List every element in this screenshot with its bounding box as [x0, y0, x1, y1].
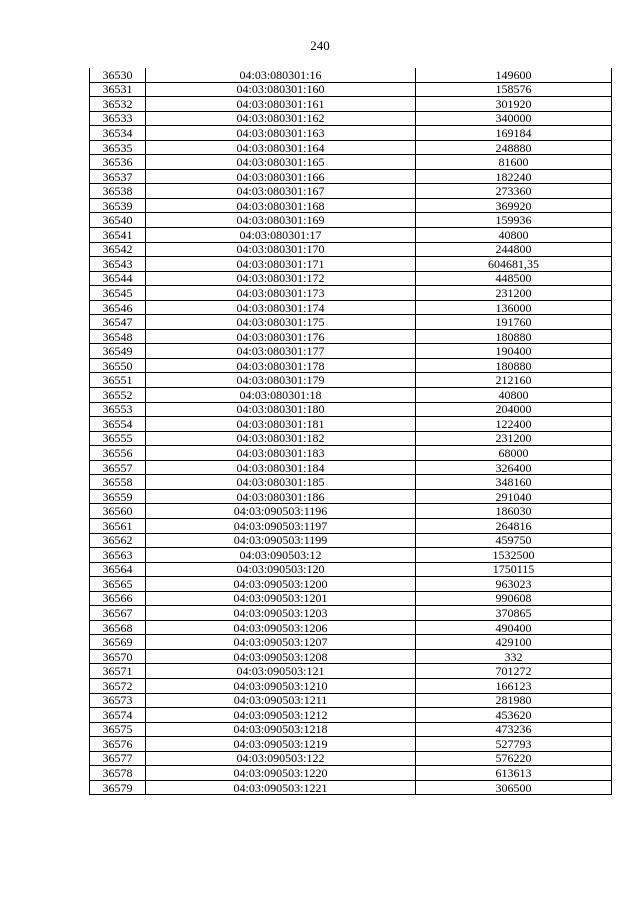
table-row	[90, 431, 612, 446]
row-number-cell: 36536	[90, 155, 146, 170]
table-row	[90, 213, 612, 228]
row-number-cell: 36573	[90, 693, 146, 708]
value-cell: 990608	[416, 591, 612, 606]
page-number: 240	[310, 38, 330, 53]
cadastral-number-cell: 04:03:080301:172	[146, 271, 416, 286]
cadastral-number-cell: 04:03:080301:161	[146, 97, 416, 112]
row-number-cell: 36563	[90, 548, 146, 563]
value-cell: 244800	[416, 242, 612, 257]
value-cell: 576220	[416, 751, 612, 766]
row-number-cell: 36552	[90, 388, 146, 403]
row-number-cell: 36574	[90, 708, 146, 723]
table-row	[90, 460, 612, 475]
table-row	[90, 577, 612, 592]
row-number-cell: 36566	[90, 591, 146, 606]
cadastral-number-cell: 04:03:080301:184	[146, 460, 416, 475]
value-cell: 231200	[416, 286, 612, 301]
value-cell: 1532500	[416, 548, 612, 563]
row-number-cell: 36569	[90, 635, 146, 650]
value-cell: 158576	[416, 82, 612, 97]
row-number-cell: 36539	[90, 198, 146, 213]
value-cell: 301920	[416, 97, 612, 112]
table-row	[90, 388, 612, 403]
row-number-cell: 36558	[90, 475, 146, 490]
table-row	[90, 82, 612, 97]
value-cell: 473236	[416, 722, 612, 737]
table-row	[90, 169, 612, 184]
table-row	[90, 722, 612, 737]
value-cell: 348160	[416, 475, 612, 490]
row-number-cell: 36543	[90, 257, 146, 272]
row-number-cell: 36541	[90, 228, 146, 243]
cadastral-number-cell: 04:03:080301:18	[146, 388, 416, 403]
cadastral-number-cell: 04:03:090503:122	[146, 751, 416, 766]
table-row	[90, 446, 612, 461]
value-cell: 701272	[416, 664, 612, 679]
cadastral-number-cell: 04:03:080301:174	[146, 300, 416, 315]
table-row	[90, 475, 612, 490]
table-row	[90, 373, 612, 388]
table-row	[90, 693, 612, 708]
row-number-cell: 36555	[90, 431, 146, 446]
table-row	[90, 548, 612, 563]
value-cell: 281980	[416, 693, 612, 708]
table-row	[90, 533, 612, 548]
row-number-cell: 36571	[90, 664, 146, 679]
row-number-cell: 36540	[90, 213, 146, 228]
row-number-cell: 36572	[90, 678, 146, 693]
cadastral-number-cell: 04:03:080301:185	[146, 475, 416, 490]
table-row	[90, 184, 612, 199]
table-row	[90, 766, 612, 781]
value-cell: 340000	[416, 111, 612, 126]
cadastral-number-cell: 04:03:090503:121	[146, 664, 416, 679]
value-cell: 604681,35	[416, 257, 612, 272]
table-row	[90, 126, 612, 141]
table-row	[90, 737, 612, 752]
cadastral-number-cell: 04:03:090503:1207	[146, 635, 416, 650]
row-number-cell: 36551	[90, 373, 146, 388]
cadastral-number-cell: 04:03:090503:1196	[146, 504, 416, 519]
row-number-cell: 36533	[90, 111, 146, 126]
value-cell: 332	[416, 649, 612, 664]
value-cell: 1750115	[416, 562, 612, 577]
cadastral-number-cell: 04:03:080301:176	[146, 329, 416, 344]
cadastral-number-cell: 04:03:090503:1211	[146, 693, 416, 708]
cadastral-number-cell: 04:03:080301:186	[146, 489, 416, 504]
value-cell: 180880	[416, 358, 612, 373]
table-row	[90, 678, 612, 693]
value-cell: 490400	[416, 620, 612, 635]
cadastral-number-cell: 04:03:080301:168	[146, 198, 416, 213]
table-row	[90, 591, 612, 606]
cadastral-number-cell: 04:03:080301:169	[146, 213, 416, 228]
table-row	[90, 257, 612, 272]
row-number-cell: 36546	[90, 300, 146, 315]
row-number-cell: 36562	[90, 533, 146, 548]
value-cell: 963023	[416, 577, 612, 592]
table-row	[90, 329, 612, 344]
table-row	[90, 68, 612, 82]
row-number-cell: 36565	[90, 577, 146, 592]
table-row	[90, 140, 612, 155]
value-cell: 212160	[416, 373, 612, 388]
cadastral-number-cell: 04:03:090503:1206	[146, 620, 416, 635]
cadastral-number-cell: 04:03:090503:120	[146, 562, 416, 577]
cadastral-number-cell: 04:03:080301:182	[146, 431, 416, 446]
table-row	[90, 620, 612, 635]
row-number-cell: 36579	[90, 780, 146, 795]
cadastral-number-cell: 04:03:090503:1219	[146, 737, 416, 752]
row-number-cell: 36535	[90, 140, 146, 155]
row-number-cell: 36560	[90, 504, 146, 519]
cadastral-number-cell: 04:03:090503:1208	[146, 649, 416, 664]
table-row	[90, 504, 612, 519]
value-cell: 166123	[416, 678, 612, 693]
row-number-cell: 36576	[90, 737, 146, 752]
row-number-cell: 36542	[90, 242, 146, 257]
cadastral-number-cell: 04:03:090503:1200	[146, 577, 416, 592]
table-row	[90, 664, 612, 679]
value-cell: 306500	[416, 780, 612, 795]
cadastral-number-cell: 04:03:080301:171	[146, 257, 416, 272]
table-body	[90, 68, 612, 795]
cadastral-number-cell: 04:03:080301:16	[146, 68, 416, 82]
table-row	[90, 751, 612, 766]
row-number-cell: 36570	[90, 649, 146, 664]
table-row	[90, 271, 612, 286]
table-row	[90, 155, 612, 170]
value-cell: 122400	[416, 417, 612, 432]
cadastral-number-cell: 04:03:090503:12	[146, 548, 416, 563]
cadastral-number-cell: 04:03:080301:179	[146, 373, 416, 388]
table-row	[90, 198, 612, 213]
value-cell: 136000	[416, 300, 612, 315]
row-number-cell: 36554	[90, 417, 146, 432]
value-cell: 180880	[416, 329, 612, 344]
row-number-cell: 36556	[90, 446, 146, 461]
value-cell: 527793	[416, 737, 612, 752]
value-cell: 182240	[416, 169, 612, 184]
table-row	[90, 300, 612, 315]
table-row	[90, 708, 612, 723]
cadastral-number-cell: 04:03:090503:1220	[146, 766, 416, 781]
cadastral-number-cell: 04:03:080301:162	[146, 111, 416, 126]
cadastral-number-cell: 04:03:080301:167	[146, 184, 416, 199]
table-row	[90, 649, 612, 664]
cadastral-number-cell: 04:03:080301:160	[146, 82, 416, 97]
value-cell: 369920	[416, 198, 612, 213]
row-number-cell: 36577	[90, 751, 146, 766]
row-number-cell: 36534	[90, 126, 146, 141]
table-row	[90, 402, 612, 417]
cadastral-number-cell: 04:03:090503:1199	[146, 533, 416, 548]
table-row	[90, 228, 612, 243]
value-cell: 40800	[416, 388, 612, 403]
cadastral-number-cell: 04:03:080301:165	[146, 155, 416, 170]
table-row	[90, 562, 612, 577]
cadastral-number-cell: 04:03:080301:166	[146, 169, 416, 184]
row-number-cell: 36553	[90, 402, 146, 417]
row-number-cell: 36567	[90, 606, 146, 621]
row-number-cell: 36530	[90, 68, 146, 82]
value-cell: 190400	[416, 344, 612, 359]
row-number-cell: 36548	[90, 329, 146, 344]
table-row	[90, 358, 612, 373]
row-number-cell: 36547	[90, 315, 146, 330]
value-cell: 40800	[416, 228, 612, 243]
row-number-cell: 36550	[90, 358, 146, 373]
value-cell: 453620	[416, 708, 612, 723]
cadastral-number-cell: 04:03:090503:1210	[146, 678, 416, 693]
value-cell: 326400	[416, 460, 612, 475]
row-number-cell: 36549	[90, 344, 146, 359]
cadastral-number-cell: 04:03:080301:177	[146, 344, 416, 359]
row-number-cell: 36545	[90, 286, 146, 301]
table-row	[90, 417, 612, 432]
value-cell: 429100	[416, 635, 612, 650]
row-number-cell: 36557	[90, 460, 146, 475]
row-number-cell: 36531	[90, 82, 146, 97]
cadastral-number-cell: 04:03:090503:1218	[146, 722, 416, 737]
cadastral-number-cell: 04:03:090503:1197	[146, 518, 416, 533]
row-number-cell: 36564	[90, 562, 146, 577]
table-row	[90, 635, 612, 650]
value-cell: 81600	[416, 155, 612, 170]
table-row	[90, 518, 612, 533]
row-number-cell: 36544	[90, 271, 146, 286]
table-row	[90, 344, 612, 359]
value-cell: 169184	[416, 126, 612, 141]
data-table	[89, 68, 612, 795]
cadastral-number-cell: 04:03:080301:17	[146, 228, 416, 243]
row-number-cell: 36538	[90, 184, 146, 199]
cadastral-number-cell: 04:03:080301:173	[146, 286, 416, 301]
cadastral-number-cell: 04:03:090503:1203	[146, 606, 416, 621]
cadastral-number-cell: 04:03:090503:1212	[146, 708, 416, 723]
value-cell: 68000	[416, 446, 612, 461]
cadastral-number-cell: 04:03:080301:181	[146, 417, 416, 432]
value-cell: 291040	[416, 489, 612, 504]
cadastral-number-cell: 04:03:080301:183	[146, 446, 416, 461]
cadastral-number-cell: 04:03:080301:170	[146, 242, 416, 257]
table-row	[90, 315, 612, 330]
row-number-cell: 36537	[90, 169, 146, 184]
cadastral-number-cell: 04:03:090503:1221	[146, 780, 416, 795]
cadastral-number-cell: 04:03:080301:175	[146, 315, 416, 330]
table-row	[90, 780, 612, 795]
value-cell: 370865	[416, 606, 612, 621]
table-row	[90, 97, 612, 112]
row-number-cell: 36575	[90, 722, 146, 737]
row-number-cell: 36561	[90, 518, 146, 533]
value-cell: 273360	[416, 184, 612, 199]
row-number-cell: 36578	[90, 766, 146, 781]
value-cell: 149600	[416, 68, 612, 82]
row-number-cell: 36568	[90, 620, 146, 635]
value-cell: 264816	[416, 518, 612, 533]
cadastral-number-cell: 04:03:090503:1201	[146, 591, 416, 606]
value-cell: 159936	[416, 213, 612, 228]
value-cell: 186030	[416, 504, 612, 519]
table-row	[90, 489, 612, 504]
table-row	[90, 286, 612, 301]
table-row	[90, 111, 612, 126]
value-cell: 448500	[416, 271, 612, 286]
table-row	[90, 606, 612, 621]
row-number-cell: 36532	[90, 97, 146, 112]
value-cell: 191760	[416, 315, 612, 330]
row-number-cell: 36559	[90, 489, 146, 504]
value-cell: 613613	[416, 766, 612, 781]
table-row	[90, 242, 612, 257]
value-cell: 204000	[416, 402, 612, 417]
cadastral-number-cell: 04:03:080301:163	[146, 126, 416, 141]
value-cell: 459750	[416, 533, 612, 548]
value-cell: 248880	[416, 140, 612, 155]
cadastral-number-cell: 04:03:080301:164	[146, 140, 416, 155]
cadastral-number-cell: 04:03:080301:180	[146, 402, 416, 417]
cadastral-number-cell: 04:03:080301:178	[146, 358, 416, 373]
value-cell: 231200	[416, 431, 612, 446]
